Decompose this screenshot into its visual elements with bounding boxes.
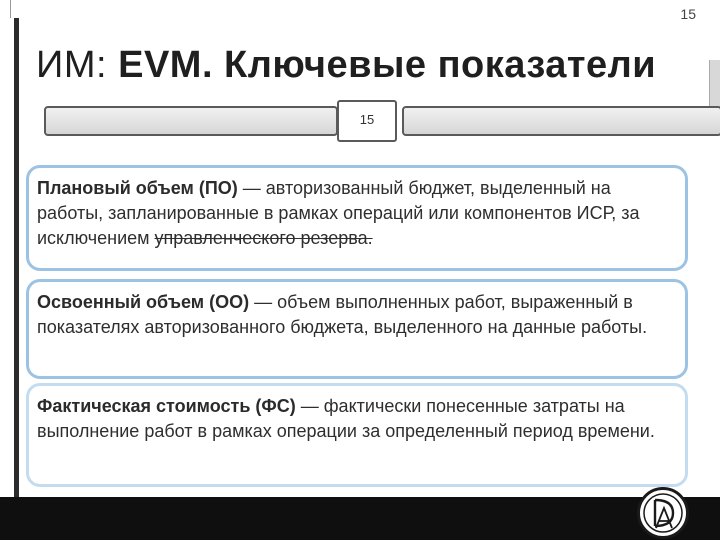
definition-text: — объем выполненных работ, выраженный в показателях авторизованного бюджета, выделенного на данные работы. xyxy=(37,292,648,337)
slide-counter: 15 xyxy=(337,100,397,142)
footer-bar xyxy=(0,497,720,540)
page-number: 15 xyxy=(680,6,696,22)
frame-left-rule xyxy=(14,18,19,508)
definition-struck-text: управленческого резерва. xyxy=(154,228,373,248)
definition-term: Плановый объем (ПО) xyxy=(37,178,238,198)
title-underline-left xyxy=(44,106,338,136)
logo-icon xyxy=(637,487,689,539)
definition-box-planned-value xyxy=(26,165,688,271)
frame-corner-mark xyxy=(0,0,11,18)
definition-term: Фактическая стоимость (ФС) xyxy=(37,396,296,416)
logo-monogram xyxy=(640,490,686,536)
definition-text: — фактически понесенные затраты на выполнение работ в рамках операции за определенный период времени. xyxy=(37,396,655,441)
definition-term: Освоенный объем (ОО) xyxy=(37,292,250,312)
slide-title xyxy=(36,44,656,87)
definition-box-earned-value xyxy=(26,279,688,379)
definition-box-actual-cost xyxy=(26,383,688,487)
slide-title-prefix: ИМ: xyxy=(36,44,119,86)
slide-title-main: EVM. Ключевые показатели xyxy=(118,44,657,86)
definition-text: — авторизованный бюджет, выделенный на работы, запланированные в рамках операций или компонентов ИСР, за исключением xyxy=(37,178,640,248)
title-underline-right xyxy=(402,106,720,136)
